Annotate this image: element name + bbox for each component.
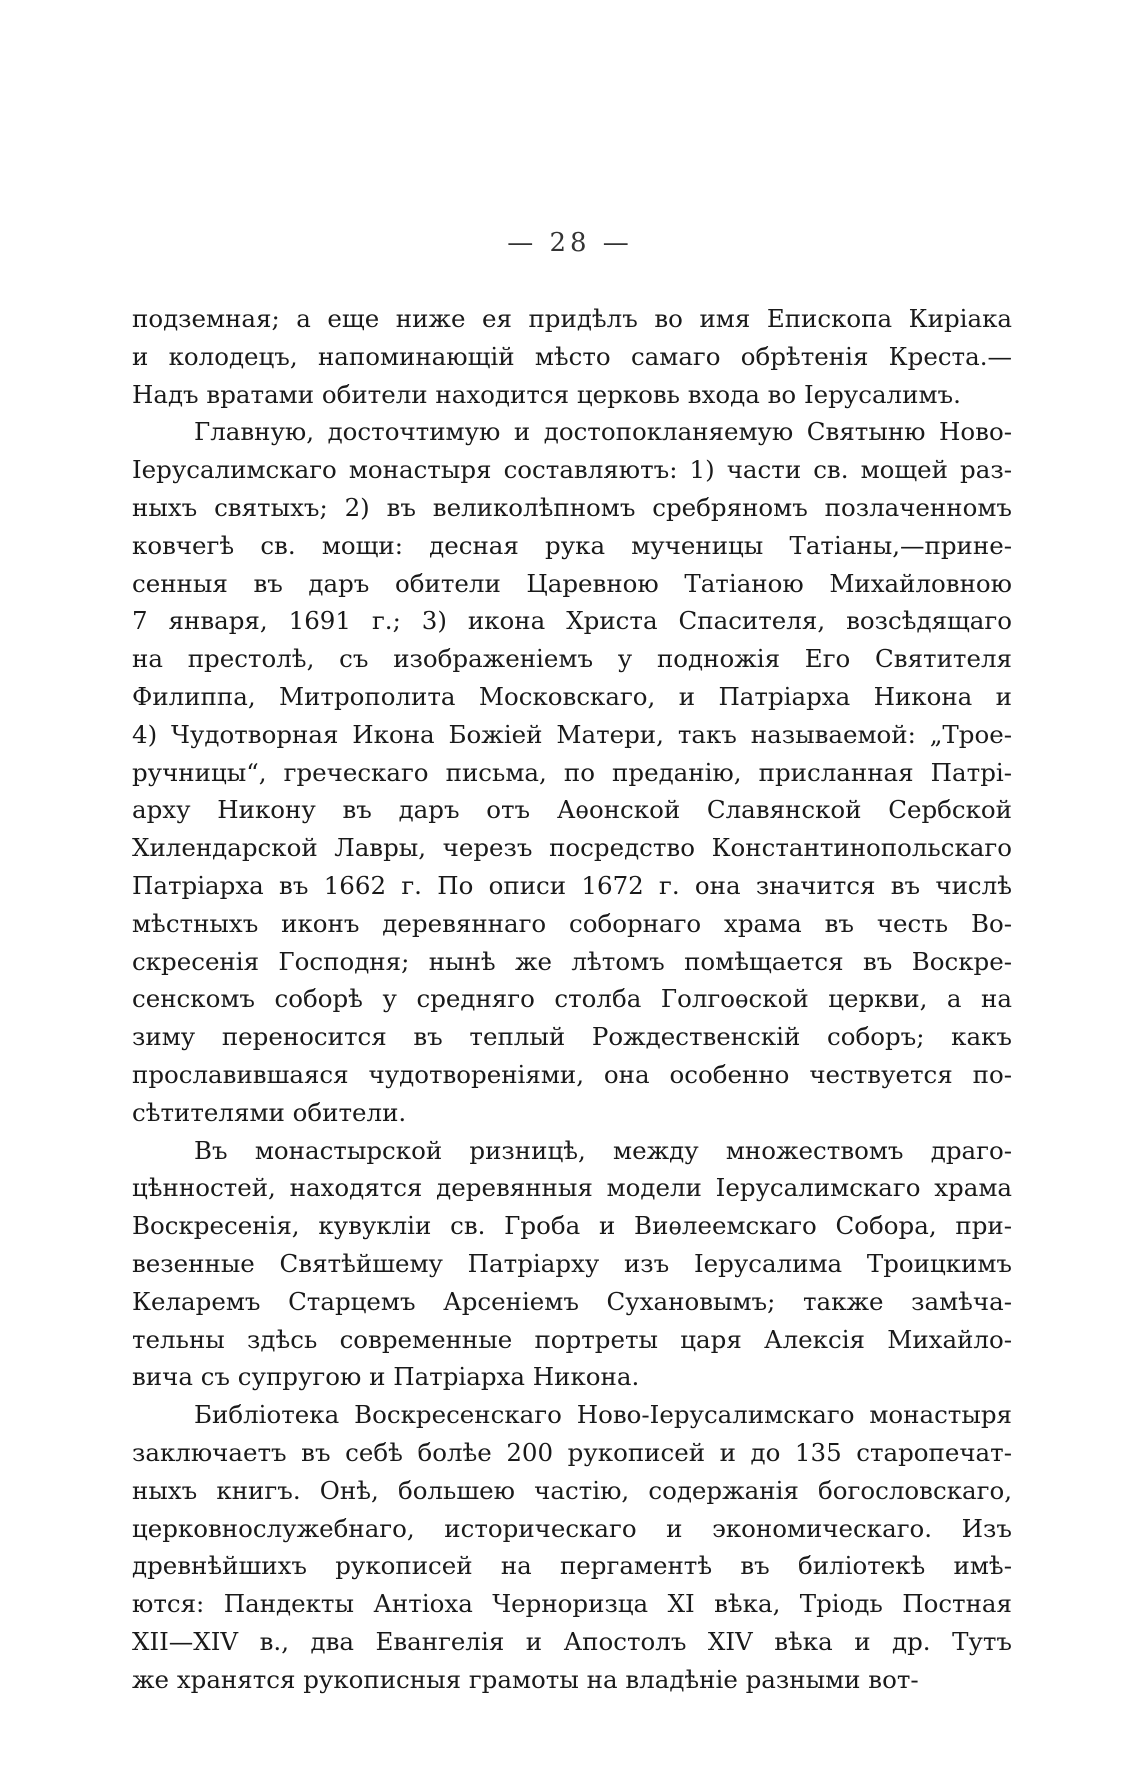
paragraph	[132, 413, 1012, 1131]
text-line: Надъ вратами обители находится церковь входа во Іерусалимъ.	[132, 379, 961, 409]
text-line: 7 января, 1691 г.; 3) икона Христа Спасителя, возсѣдящаго	[132, 606, 1012, 636]
text-line: древнѣйшихъ рукописей на пергаментѣ въ биліотекѣ имѣ-	[132, 1551, 1012, 1581]
text-line: сѣтителями обители.	[132, 1097, 407, 1127]
text-line: XII—XIV в., два Евангелія и Апостолъ XIV вѣка и др. Тутъ	[132, 1626, 1012, 1656]
paragraph	[132, 1132, 1012, 1397]
text-line: ныхъ книгъ. Онѣ, большею частію, содержанія богословскаго,	[132, 1475, 1012, 1505]
text-line: и колодецъ, напоминающій мѣсто самаго обрѣтенія Креста.—	[132, 341, 1012, 371]
text-line: ковчегѣ св. мощи: десная рука мученицы Татіаны,—прине-	[132, 530, 1012, 560]
text-line: Главную, досточтимую и достопокланяемую Святыню Ново-	[194, 417, 1012, 447]
text-line: арху Никону въ даръ отъ Аѳонской Славянской Сербской	[132, 795, 1012, 825]
text-line: прославившаяся чудотвореніями, она особенно чествуется по-	[132, 1059, 1012, 1089]
text-line: сенскомъ соборѣ у средняго столба Голгоѳской церкви, а на	[132, 984, 1012, 1014]
text-line: скресенія Господня; нынѣ же лѣтомъ помѣщается въ Воскре-	[132, 946, 1012, 976]
text-line: Хилендарской Лавры, черезъ посредство Константинопольскаго	[132, 833, 1012, 863]
text-line: Въ монастырской ризницѣ, между множествомъ драго-	[194, 1135, 1012, 1165]
text-line: мѣстныхъ иконъ деревяннаго соборнаго храма въ честь Во-	[132, 908, 1012, 938]
text-line: ныхъ святыхъ; 2) въ великолѣпномъ сребряномъ позлаченномъ	[132, 492, 1012, 522]
text-line: цѣнностей, находятся деревянныя модели Іерусалимскаго храма	[132, 1173, 1012, 1203]
text-line: подземная; а еще ниже ея придѣлъ во имя Епископа Киріака	[132, 304, 1012, 333]
text-line: Филиппа, Митрополита Московскаго, и Патріарха Никона и	[132, 681, 1012, 711]
text-line: тельны здѣсь современные портреты царя Алексія Михайло-	[132, 1324, 1012, 1354]
text-line: Іерусалимскаго монастыря составляютъ: 1) части св. мощей раз-	[132, 455, 1012, 485]
paragraph	[132, 1396, 1012, 1698]
text-line: же хранятся рукописныя грамоты на владѣніе разными вот-	[132, 1664, 919, 1694]
text-line: на престолѣ, съ изображеніемъ у подножія Его Святителя	[132, 644, 1012, 674]
text-line: ручницы“, греческаго письма, по преданію, присланная Патрі-	[132, 757, 1012, 787]
text-line: везенные Святѣйшему Патріарху изъ Іерусалима Троицкимъ	[132, 1248, 1012, 1278]
text-line: вича съ супругою и Патріарха Никона.	[132, 1362, 640, 1392]
text-line: заключаетъ въ себѣ болѣе 200 рукописей и до 135 старопечат-	[132, 1437, 1012, 1467]
text-line: 4) Чудотворная Икона Божіей Матери, такъ называемой: „Трое-	[132, 719, 1012, 749]
text-line: зиму переносится въ теплый Рождественскій соборъ; какъ	[132, 1022, 1012, 1052]
body-text	[132, 300, 1012, 1698]
text-line: Библіотека Воскресенскаго Ново-Іерусалимскаго монастыря	[194, 1400, 1012, 1430]
text-line: сенныя въ даръ обители Царевною Татіаною Михайловною	[132, 568, 1012, 598]
text-line: ются: Пандекты Антіоха Черноризца XI вѣка, Тріодь Постная	[132, 1589, 1012, 1619]
text-line: церковнослужебнаго, историческаго и экономическаго. Изъ	[132, 1513, 1012, 1543]
page-number: — 28 —	[507, 228, 633, 258]
paragraph	[132, 300, 1012, 413]
text-line: Келаремъ Старцемъ Арсеніемъ Сухановымъ; также замѣча-	[132, 1286, 1012, 1316]
text-line: Патріарха въ 1662 г. По описи 1672 г. она значится въ числѣ	[132, 870, 1012, 900]
text-line: Воскресенія, кувукліи св. Гроба и Виѳлеемскаго Собора, при-	[132, 1211, 1012, 1241]
